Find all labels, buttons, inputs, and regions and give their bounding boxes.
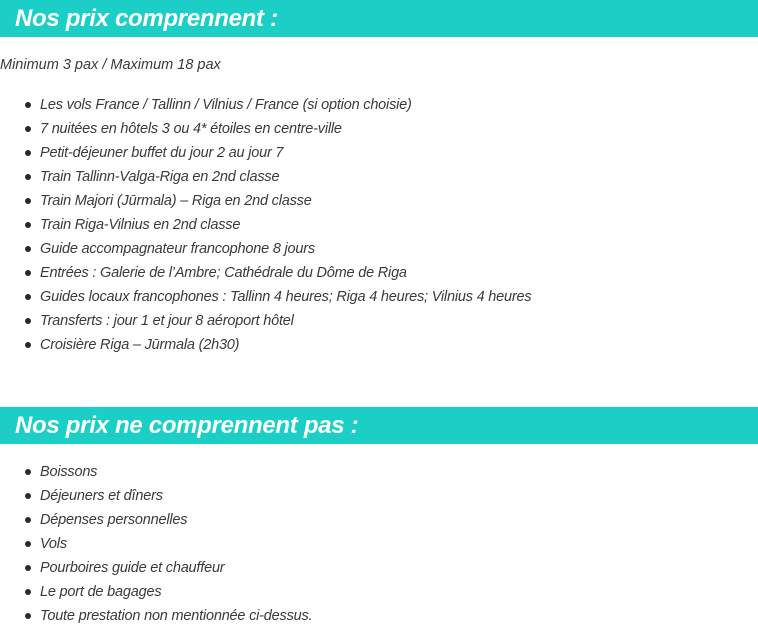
list-item-text: Croisière Riga – Jūrmala (2h30)	[40, 337, 240, 353]
list-item	[0, 484, 312, 508]
list-item	[0, 556, 312, 580]
bullet-icon	[25, 102, 31, 108]
list-item	[0, 309, 531, 333]
list-item-text: Train Majori (Jūrmala) – Riga en 2nd classe	[40, 193, 312, 209]
list-item-text: Dépenses personnelles	[40, 512, 188, 528]
bullet-icon	[25, 589, 31, 595]
bullet-icon	[25, 565, 31, 571]
bullet-icon	[25, 517, 31, 523]
list-item-text: Le port de bagages	[40, 584, 162, 600]
list-item-text: Train Riga-Vilnius en 2nd classe	[40, 217, 241, 233]
list-item-text: Petit-déjeuner buffet du jour 2 au jour 7	[40, 145, 284, 161]
bullet-icon	[25, 318, 31, 324]
list-item	[0, 165, 531, 189]
list-item-text: 7 nuitées en hôtels 3 ou 4* étoiles en centre-ville	[40, 121, 342, 137]
list-item	[0, 285, 531, 309]
bullet-icon	[25, 469, 31, 475]
bullet-icon	[25, 541, 31, 547]
list-item-text: Pourboires guide et chauffeur	[40, 560, 225, 576]
included-section-title: Nos prix comprennent :	[15, 5, 278, 32]
list-item	[0, 141, 531, 165]
bullet-icon	[25, 198, 31, 204]
group-size-text: Minimum 3 pax / Maximum 18 pax	[0, 57, 221, 73]
list-item	[0, 93, 531, 117]
bullet-icon	[25, 613, 31, 619]
bullet-icon	[25, 294, 31, 300]
bullet-icon	[25, 342, 31, 348]
list-item	[0, 237, 531, 261]
list-item-text: Vols	[40, 536, 67, 552]
bullet-icon	[25, 493, 31, 499]
list-item-text: Déjeuners et dîners	[40, 488, 163, 504]
list-item	[0, 261, 531, 285]
bullet-icon	[25, 222, 31, 228]
list-item	[0, 460, 312, 484]
list-item	[0, 333, 531, 357]
bullet-icon	[25, 174, 31, 180]
bullet-icon	[25, 150, 31, 156]
list-item-text: Guide accompagnateur francophone 8 jours	[40, 241, 315, 257]
excluded-section-title: Nos prix ne comprennent pas :	[15, 412, 359, 439]
list-item	[0, 580, 312, 604]
list-item-text: Transferts : jour 1 et jour 8 aéroport hôtel	[40, 313, 294, 329]
bullet-icon	[25, 126, 31, 132]
excluded-section-header	[0, 407, 758, 444]
list-item	[0, 189, 531, 213]
list-item	[0, 508, 312, 532]
list-item	[0, 604, 312, 628]
excluded-list	[0, 460, 312, 628]
list-item-text: Train Tallinn-Valga-Riga en 2nd classe	[40, 169, 280, 185]
bullet-icon	[25, 246, 31, 252]
bullet-icon	[25, 270, 31, 276]
list-item-text: Toute prestation non mentionnée ci-dessus.	[40, 608, 313, 624]
list-item-text: Les vols France / Tallinn / Vilnius / France (si option choisie)	[40, 97, 412, 113]
included-list	[0, 93, 531, 357]
list-item-text: Boissons	[40, 464, 98, 480]
included-section-header	[0, 0, 758, 37]
list-item-text: Guides locaux francophones : Tallinn 4 heures; Riga 4 heures; Vilnius 4 heures	[40, 289, 532, 305]
list-item-text: Entrées : Galerie de l’Ambre; Cathédrale du Dôme de Riga	[40, 265, 407, 281]
list-item	[0, 117, 531, 141]
list-item	[0, 213, 531, 237]
list-item	[0, 532, 312, 556]
